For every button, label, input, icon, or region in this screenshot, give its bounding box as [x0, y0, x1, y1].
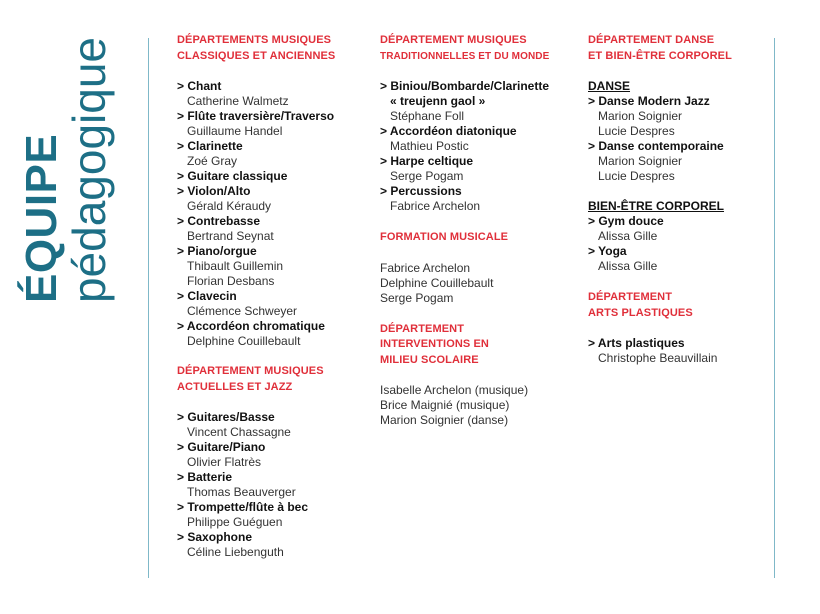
- instrument: > Gym douce: [588, 214, 664, 228]
- teacher: Fabrice Archelon: [380, 260, 471, 275]
- instrument: > Trompette/flûte à bec: [177, 500, 309, 514]
- instrument: > Guitare/Piano: [177, 440, 266, 454]
- teacher: Olivier Flatrès: [187, 455, 262, 469]
- instrument: > Batterie: [177, 470, 233, 484]
- instrument: > Guitare classique: [177, 169, 288, 183]
- title-sub: pédagogique: [63, 36, 115, 304]
- instrument: « treujenn gaol »: [390, 94, 486, 108]
- subheading: BIEN-ÊTRE CORPOREL: [588, 199, 725, 213]
- teacher: Céline Liebenguth: [187, 545, 284, 559]
- teacher: Vincent Chassagne: [187, 425, 291, 439]
- teacher: Stéphane Foll: [390, 109, 465, 123]
- instrument: > Clavecin: [177, 289, 237, 303]
- instrument: > Danse Modern Jazz: [588, 94, 710, 108]
- teacher: Delphine Couillebault: [380, 275, 494, 290]
- teacher: Serge Pogam: [380, 290, 454, 305]
- title-area: [0, 0, 140, 614]
- instrument: > Piano/orgue: [177, 244, 257, 258]
- teacher: Zoé Gray: [187, 154, 238, 168]
- left-divider: [148, 38, 149, 578]
- column-1: [177, 33, 367, 560]
- right-divider: [774, 38, 775, 578]
- dept-heading: DÉPARTEMENT DANSE ET BIEN-ÊTRE CORPOREL: [588, 34, 732, 62]
- instrument: > Chant: [177, 79, 222, 93]
- instrument: > Clarinette: [177, 139, 243, 153]
- teacher: Brice Maignié (musique): [380, 398, 510, 412]
- teacher: Christophe Beauvillain: [598, 351, 718, 365]
- instrument: > Contrebasse: [177, 214, 261, 228]
- dept-heading: DÉPARTEMENT ARTS PLASTIQUES: [588, 291, 693, 319]
- instrument: > Harpe celtique: [380, 154, 474, 168]
- teacher: Lucie Despres: [598, 169, 675, 183]
- teacher: Isabelle Archelon (musique): [380, 383, 529, 397]
- instrument: > Flûte traversière/Traverso: [177, 109, 335, 123]
- teacher: Marion Soignier (danse): [380, 413, 509, 427]
- instrument: > Saxophone: [177, 530, 253, 544]
- teacher: Serge Pogam: [390, 169, 464, 183]
- teacher: Fabrice Archelon: [390, 199, 481, 213]
- teacher: Alissa Gille: [598, 259, 658, 273]
- instrument: > Accordéon diatonique: [380, 124, 517, 138]
- teacher: Florian Desbans: [187, 274, 275, 288]
- teacher: Lucie Despres: [598, 124, 675, 138]
- teacher: Delphine Couillebault: [187, 334, 301, 348]
- teacher: Clémence Schweyer: [187, 304, 298, 318]
- teacher: Gérald Kéraudy: [187, 199, 272, 213]
- instrument: > Percussions: [380, 184, 462, 198]
- dept-heading: DÉPARTEMENT INTERVENTIONS EN MILIEU SCOLAIRE: [380, 322, 489, 366]
- instrument: > Yoga: [588, 244, 627, 258]
- dept-heading: DÉPARTEMENT MUSIQUES TRADITIONNELLES ET DU MONDE: [380, 34, 550, 62]
- teacher: Guillaume Handel: [187, 124, 283, 138]
- subheading: DANSE: [588, 79, 631, 93]
- teacher: Mathieu Postic: [390, 139, 469, 153]
- instrument: > Arts plastiques: [588, 336, 685, 350]
- instrument: > Danse contemporaine: [588, 139, 724, 153]
- dept-heading: DÉPARTEMENTS MUSIQUES CLASSIQUES ET ANCIENNES: [177, 34, 336, 62]
- title-main: ÉQUIPE: [17, 133, 66, 304]
- instrument: > Guitares/Basse: [177, 410, 275, 424]
- teacher: Philippe Guéguen: [187, 515, 283, 529]
- teacher: Thomas Beauverger: [187, 485, 296, 499]
- teacher: Thibault Guillemin: [187, 259, 284, 273]
- teacher: Marion Soignier: [598, 154, 683, 168]
- dept-heading: DÉPARTEMENT MUSIQUES ACTUELLES ET JAZZ: [177, 365, 324, 393]
- teacher: Bertrand Seynat: [187, 229, 274, 243]
- column-2: [380, 33, 580, 428]
- instrument: > Violon/Alto: [177, 184, 251, 198]
- page-title: [17, 36, 115, 304]
- teacher: Alissa Gille: [598, 229, 658, 243]
- column-3: [588, 33, 768, 366]
- dept-heading: FORMATION MUSICALE: [380, 231, 509, 243]
- instrument: > Accordéon chromatique: [177, 319, 325, 333]
- teacher: Marion Soignier: [598, 109, 683, 123]
- instrument: > Biniou/Bombarde/Clarinette: [380, 79, 550, 93]
- teacher: Catherine Walmetz: [187, 94, 289, 108]
